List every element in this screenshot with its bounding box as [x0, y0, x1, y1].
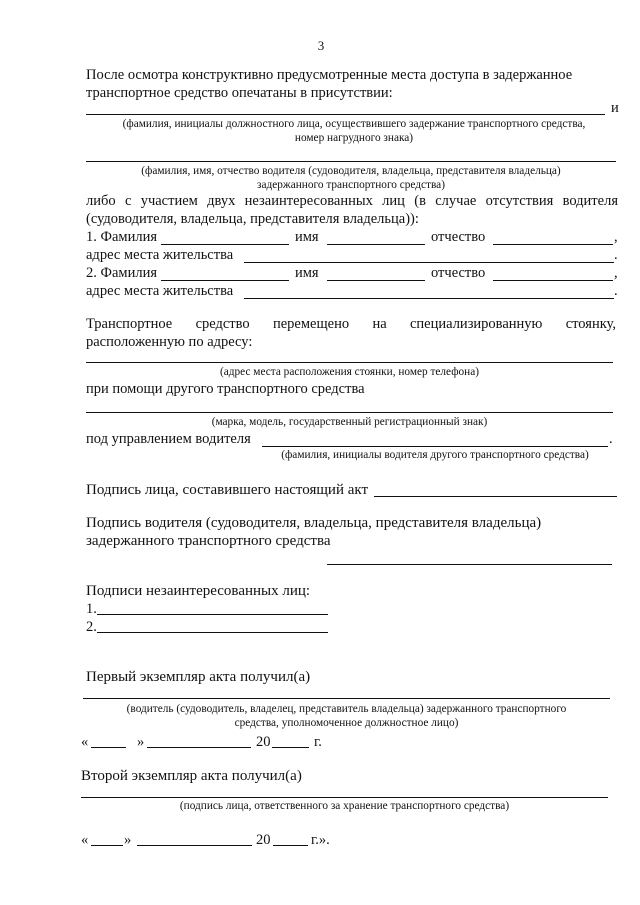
witness1-address-line: [244, 262, 614, 263]
first-copy-caption-line1: (водитель (судоводитель, владелец, представитель владельца) задержанного транспортного: [126, 703, 567, 715]
seal-text-line2: транспортное средство опечатаны в присутствии:: [86, 85, 393, 101]
witness2-patronymic-line: [493, 280, 613, 281]
witness1-surname-label: 1. Фамилия: [86, 229, 157, 245]
witness1-address-label: адрес места жительства: [86, 247, 234, 263]
witness-signature-1-label: 1.: [86, 601, 97, 617]
by-vehicle-text: при помощи другого транспортного средства: [86, 381, 365, 397]
other-driver-line: [262, 446, 608, 447]
witness-signatures-title: Подписи незаинтересованных лиц:: [86, 583, 311, 599]
witness-signature-1-line: [97, 614, 328, 615]
driver-signature-line2: задержанного транспортного средства: [86, 533, 331, 549]
word: двух: [207, 193, 236, 209]
first-copy-label: Первый экземпляр акта получил(а): [86, 669, 311, 685]
period: .: [614, 247, 618, 263]
witness1-name-label: имя: [295, 229, 319, 245]
comma: ,: [614, 265, 618, 281]
official-caption-line2: номер нагрудного знака): [294, 132, 414, 144]
word: стоянку,: [565, 316, 616, 332]
witnesses-intro-line2: (судоводителя, владельца, представителя владельца)):: [86, 211, 419, 227]
word: случае: [435, 193, 477, 209]
second-copy-line: [81, 797, 608, 798]
witness2-surname-label: 2. Фамилия: [86, 265, 157, 281]
word: незаинтересованных: [244, 193, 373, 209]
transport-line2: расположенную по адресу:: [86, 334, 253, 350]
vehicle-caption: (марка, модель, государственный регистрационный знак): [211, 416, 488, 428]
comma: ,: [614, 229, 618, 245]
witness-signature-2-line: [97, 632, 328, 633]
driver-blank-line: [86, 161, 616, 162]
word: перемещено: [272, 316, 350, 332]
witness1-patronymic-label: отчество: [431, 229, 486, 245]
witness2-address-line: [244, 298, 614, 299]
date2-open-quote: «: [81, 832, 89, 848]
word: с: [124, 193, 132, 209]
date1-open-quote: «: [81, 734, 89, 750]
word: (в: [414, 193, 426, 209]
date1-year-line: [272, 747, 309, 748]
driver-caption-line2: задержанного транспортного средства): [257, 179, 445, 191]
and-word: и: [611, 100, 619, 116]
date2-year-line: [273, 845, 308, 846]
witness1-surname-line: [161, 244, 289, 245]
date2-day-line: [91, 845, 123, 846]
seal-text-line1: После осмотра конструктивно предусмотренные места доступа в задержанное: [86, 67, 573, 83]
parking-address-caption: (адрес места расположения стоянки, номер телефона): [220, 366, 479, 378]
word: участием: [140, 193, 198, 209]
date2-month-line: [137, 845, 252, 846]
word: специализированную: [409, 316, 543, 332]
date1-year-prefix: 20: [256, 734, 271, 750]
transport-line1: [86, 315, 616, 333]
witness2-address-label: адрес места жительства: [86, 283, 234, 299]
first-copy-caption-line2: средства, уполномоченное должностное лицо): [234, 717, 459, 729]
word: средство: [195, 316, 250, 332]
date2-year-suffix: г.».: [311, 832, 330, 848]
compiler-signature-label: Подпись лица, составившего настоящий акт: [86, 482, 369, 498]
page-number: 3: [317, 38, 325, 53]
witnesses-intro-line1: [86, 192, 618, 210]
official-caption-line1: (фамилия, инициалы должностного лица, осуществившего задержание транспортного средства,: [122, 118, 586, 130]
period: .: [614, 283, 618, 299]
driven-by-text: под управлением водителя: [86, 431, 251, 447]
witness2-name-line: [327, 280, 425, 281]
word: лиц: [382, 193, 405, 209]
date1-day-line: [91, 747, 126, 748]
second-copy-label: Второй экземпляр акта получил(а): [81, 768, 302, 784]
other-driver-caption: (фамилия, инициалы водителя другого транспортного средства): [281, 449, 589, 461]
date2-close-quote: »: [124, 832, 132, 848]
word: либо: [86, 193, 116, 209]
second-copy-caption: (подпись лица, ответственного за хранение транспортного средства): [179, 800, 510, 812]
word: отсутствия: [485, 193, 554, 209]
witness2-name-label: имя: [295, 265, 319, 281]
word: водителя: [562, 193, 618, 209]
date2-year-prefix: 20: [256, 832, 271, 848]
witness2-patronymic-label: отчество: [431, 265, 486, 281]
witness1-patronymic-line: [493, 244, 613, 245]
date1-month-line: [147, 747, 251, 748]
date1-year-suffix: г.: [314, 734, 322, 750]
word: Транспортное: [86, 316, 173, 332]
witness-signature-2-label: 2.: [86, 619, 97, 635]
driver-signature-line: [327, 564, 612, 565]
compiler-signature-line: [374, 496, 617, 497]
witness2-surname-line: [161, 280, 289, 281]
period: .: [609, 431, 613, 447]
word: на: [372, 316, 387, 332]
witness1-name-line: [327, 244, 425, 245]
first-copy-line: [83, 698, 610, 699]
driver-caption-line1: (фамилия, имя, отчество водителя (судоводителя, владельца, представителя владельца): [141, 165, 561, 177]
parking-address-line: [86, 362, 613, 363]
vehicle-blank-line: [86, 412, 613, 413]
driver-signature-line1: Подпись водителя (судоводителя, владельца, представителя владельца): [86, 515, 542, 531]
date1-close-quote: »: [137, 734, 145, 750]
official-blank-line: [86, 114, 605, 115]
